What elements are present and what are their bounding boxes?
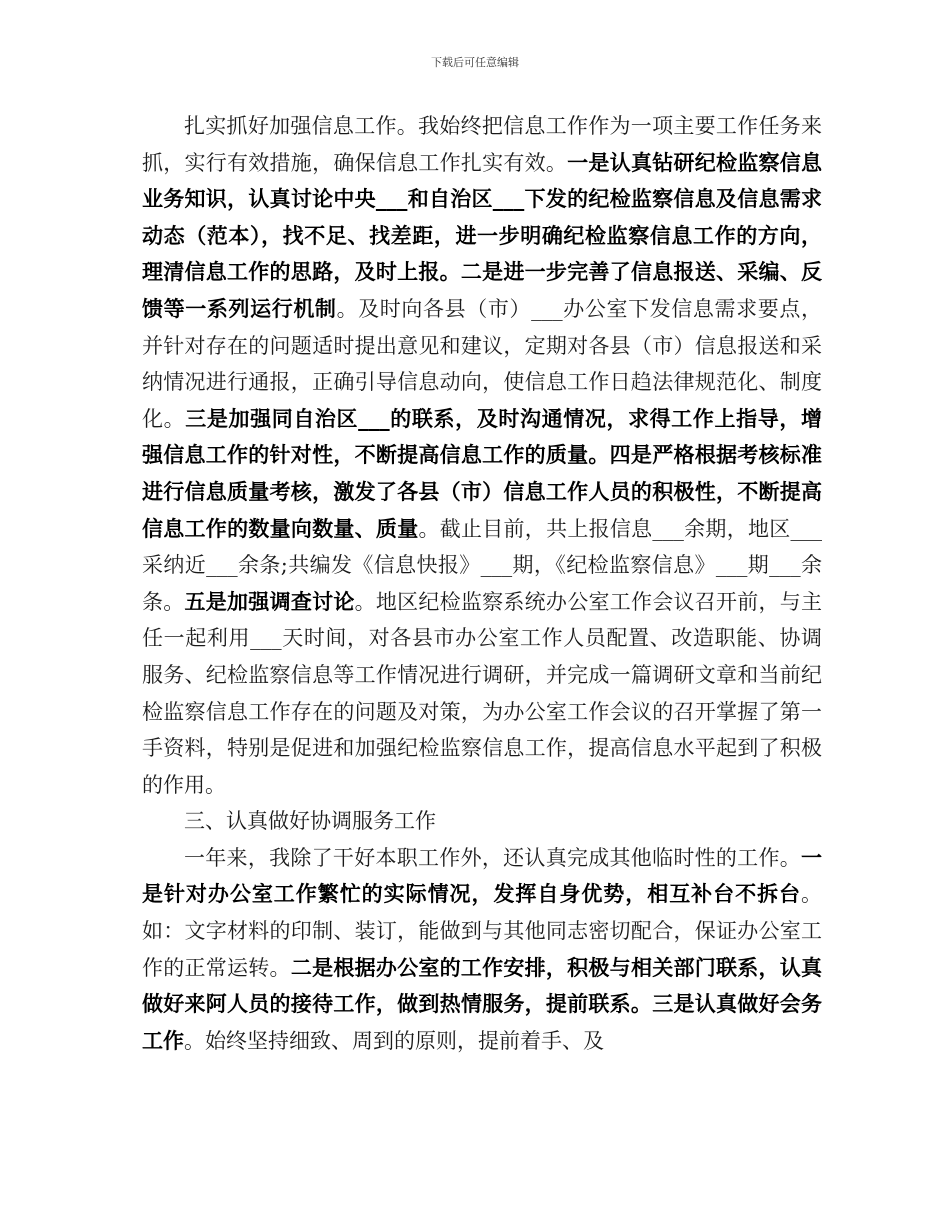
bold-text-segment: 二是根据办公室的工作安排，积极与相关部门联系，认真做好来阿人员的接待工作，做到热情服务，提前联系。三是认真做好会务工作 (142, 954, 823, 1053)
bold-text-segment: 三是加强同自治区___的联系，及时沟通情况，求得工作上指导，增强信息工作的针对性，不断提高信息工作的质量。四是严格根据考核标准进行信息质量考核，激发了各县（市）信息工作人员的积极性，不断提高信息工作的数量向数量、质量 (142, 405, 822, 541)
page-header: 下载后可任意编辑 (431, 56, 519, 69)
paragraph-information-work (142, 108, 822, 803)
text-segment: 。如：文字材料的印制、装订，能做到与其他同志密切配合，保证办公室工作的正常运转。 (142, 882, 822, 980)
bold-text-segment: 一是针对办公室工作繁忙的实际情况，发挥自身优势，相互补台不拆台 (142, 844, 822, 907)
paragraph-coordination-service (142, 840, 822, 1060)
bold-text-segment: 五是加强调查讨论 (184, 588, 355, 614)
bold-text-segment: 一是认真钻研纪检监察信息业务知识，认真讨论中央___和自治区___下发的纪检监察信息及信息需求动态（范本），找不足、找差距，进一步明确纪检监察信息工作的方向，理清信息工作的思路，及时上报。二是进一步完善了信息报送、采编、反馈等一系列运行机制 (142, 149, 823, 321)
text-segment: 。地区纪检监察系统办公室工作会议召开前，与主任一起利用___天时间，对各县市办公室工作人员配置、改造职能、协调服务、纪检监察信息等工作情况进行调研，并完成一篇调研文章和当前纪检监察信息工作存在的问题及对策，为办公室工作会议的召开掌握了第一手资料，特别是促进和加强纪检监察信息工作，提高信息水平起到了积极的作用。 (142, 589, 823, 797)
text-segment: 。截止目前，共上报信息___余期，地区___采纳近___余条;共编发《信息快报》___期，《纪检监察信息》___期___余条。 (142, 516, 823, 614)
text-segment: 一年来，我除了干好本职工作外，还认真完成其他临时性的工作。 (184, 845, 801, 870)
document-body (142, 108, 822, 1059)
text-segment: 。及时向各县（市）___办公室下发信息需求要点，并针对存在的问题适时提出意见和建议，定期对各县（市）信息报送和采纳情况进行通报，正确引导信息动向，使信息工作日趋法律规范化、制度化。 (142, 296, 823, 431)
text-segment: 扎实抓好加强信息工作。我始终把信息工作作为一项主要工作任务来抓，实行有效措施，确保信息工作扎实有效。 (142, 114, 822, 175)
section-heading: 三、认真做好协调服务工作 (184, 809, 436, 834)
text-segment: 。始终坚持细致、周到的原则，提前着手、及 (184, 1028, 604, 1053)
